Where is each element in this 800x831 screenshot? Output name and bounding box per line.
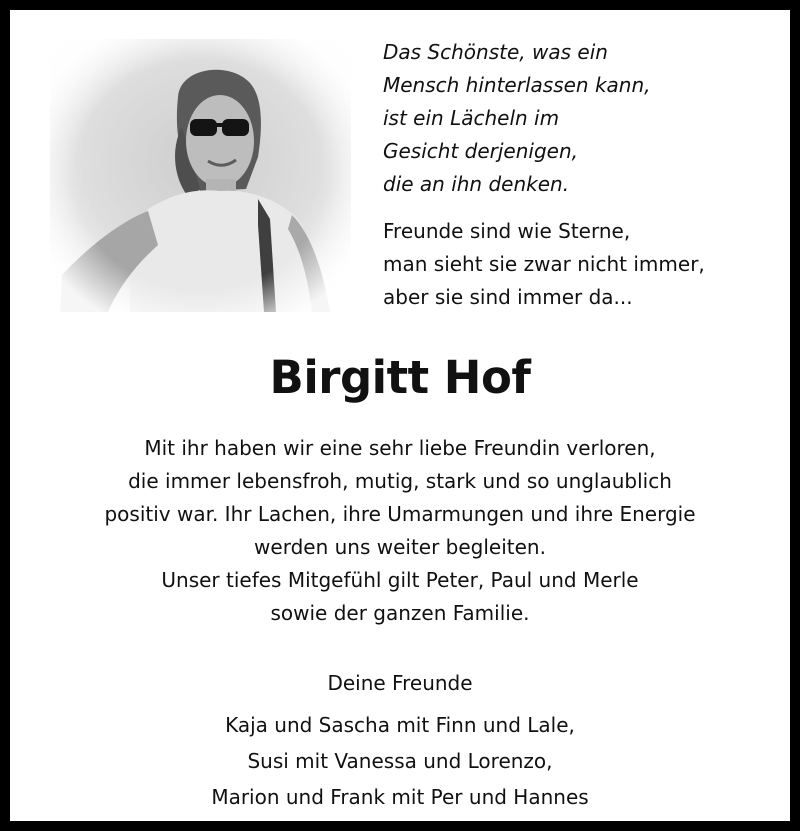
poem-line: Gesicht derjenigen,: [383, 139, 578, 163]
friends-line: Kaja und Sascha mit Finn und Lale,: [225, 713, 575, 737]
message-line: werden uns weiter begleiten.: [254, 535, 546, 559]
poem-line: man sieht sie zwar nicht immer,: [383, 252, 705, 276]
poem-line: Freunde sind wie Sterne,: [383, 219, 631, 243]
poem-stanza-2: [383, 215, 783, 314]
message-line: die immer lebensfroh, mutig, stark und so unglaublich: [128, 469, 672, 493]
friends-list: [10, 707, 790, 815]
deceased-name: Birgitt Hof: [269, 351, 531, 404]
signature: Deine Freunde: [327, 671, 473, 695]
message-line: sowie der ganzen Familie.: [270, 601, 530, 625]
poem-line: Mensch hinterlassen kann,: [383, 73, 651, 97]
poem-stanza-1: [383, 36, 783, 201]
message-line: Unser tiefes Mitgefühl gilt Peter, Paul und Merle: [161, 568, 639, 592]
condolence-message: [10, 432, 790, 630]
portrait-photo: [50, 39, 351, 312]
poem-line: ist ein Lächeln im: [383, 106, 560, 130]
friends-line: Marion und Frank mit Per und Hannes: [211, 785, 589, 809]
poem-line: die an ihn denken.: [383, 172, 570, 196]
message-line: Mit ihr haben wir eine sehr liebe Freundin verloren,: [144, 436, 656, 460]
poem-line: Das Schönste, was ein: [383, 40, 608, 64]
poem: [383, 36, 783, 314]
friends-line: Susi mit Vanessa und Lorenzo,: [247, 749, 553, 773]
message-line: positiv war. Ihr Lachen, ihre Umarmungen und ihre Energie: [104, 502, 696, 526]
poem-line: aber sie sind immer da...: [383, 285, 633, 309]
